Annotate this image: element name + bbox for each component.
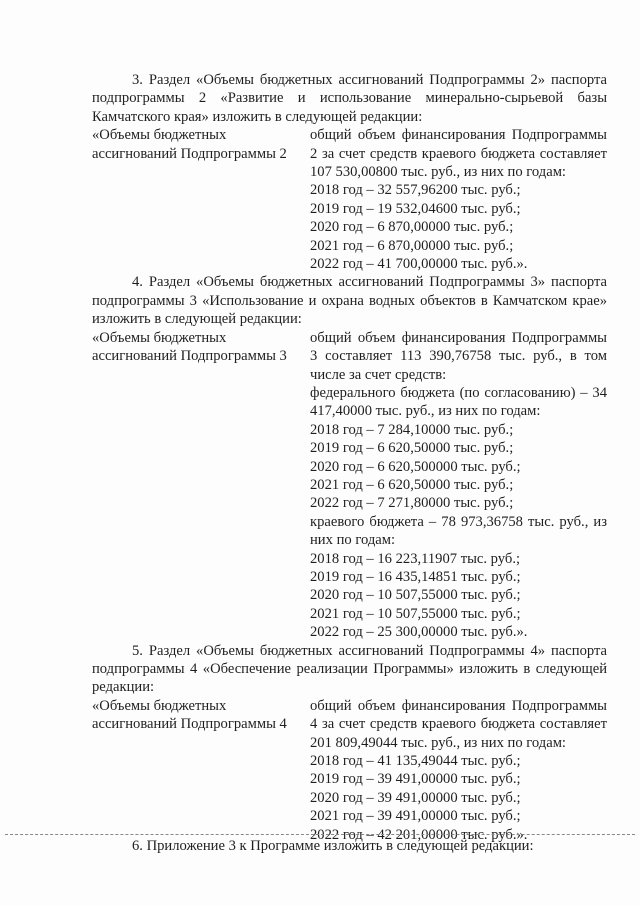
- section-3-label: «Объемы бюджетных ассигнований Подпрограммы 2: [92, 127, 287, 162]
- page-break-line: [5, 834, 635, 835]
- year-line: 2019 год – 19 532,04600 тыс. руб.;: [310, 200, 521, 217]
- year-line: 2020 год – 10 507,55000 тыс. руб.;: [310, 587, 521, 604]
- year-line: 2018 год – 16 223,11907 тыс. руб.;: [310, 550, 521, 567]
- year-line: 2021 год – 39 491,00000 тыс. руб.;: [310, 808, 521, 825]
- section-3-values: [310, 126, 607, 273]
- year-line: 2021 год – 6 870,00000 тыс. руб.;: [310, 237, 514, 254]
- section-4-label: «Объемы бюджетных ассигнований Подпрограммы 3: [92, 329, 287, 365]
- year-line: 2020 год – 6 620,500000 тыс. руб.;: [310, 458, 521, 475]
- year-line: 2022 год – 25 300,00000 тыс. руб.».: [310, 624, 528, 641]
- section-5-label: «Объемы бюджетных ассигнований Подпрограммы 4: [92, 697, 287, 733]
- year-line: 2018 год – 7 284,10000 тыс. руб.;: [310, 421, 514, 438]
- year-line: 2018 год – 41 135,49044 тыс. руб.;: [310, 753, 521, 770]
- year-line: 2019 год – 6 620,50000 тыс. руб.;: [310, 440, 514, 457]
- year-line: 2020 год – 39 491,00000 тыс. руб.;: [310, 789, 521, 806]
- federal-budget: федерального бюджета (по согласованию) – 34 417,40000 тыс. руб., из них по годам:: [310, 384, 607, 420]
- section-6-heading: 6. Приложение 3 к Программе изложить в следующей редакции:: [132, 838, 534, 854]
- section-5-intro: 5. Раздел «Объемы бюджетных ассигнований Подпрограммы 4» паспорта подпрограммы 4 «Обеспечение реализации Программы» изложить в следующей редакции:: [92, 642, 607, 696]
- year-line: 2022 год – 41 700,00000 тыс. руб.».: [310, 256, 528, 273]
- year-line: 2022 год – 42 201,00000 тыс. руб.».: [310, 826, 528, 843]
- section-3-total: общий объем финансирования Подпрограммы 2 за счет средств краевого бюджета составляет 107 530,00800 тыс. руб., из них по годам:: [310, 127, 607, 181]
- year-line: 2019 год – 16 435,14851 тыс. руб.;: [310, 568, 521, 585]
- regional-budget: краевого бюджета – 78 973,36758 тыс. руб., из них по годам:: [310, 513, 607, 549]
- year-line: 2021 год – 10 507,55000 тыс. руб.;: [310, 605, 521, 622]
- section-4-intro: 4. Раздел «Объемы бюджетных ассигнований Подпрограммы 3» паспорта подпрограммы 3 «Использование и охрана водных объектов в Камчатском крае» изложить в следующей редакции:: [92, 274, 607, 328]
- section-3-table: [92, 126, 607, 273]
- year-line: 2019 год – 39 491,00000 тыс. руб.;: [310, 771, 521, 788]
- year-line: 2021 год – 6 620,50000 тыс. руб.;: [310, 476, 514, 493]
- section-5-values: [310, 697, 607, 844]
- year-line: 2022 год – 7 271,80000 тыс. руб.;: [310, 495, 514, 512]
- section-4-values: [310, 329, 607, 642]
- section-4-table: [92, 329, 607, 642]
- year-line: 2018 год – 32 557,96200 тыс. руб.;: [310, 182, 521, 199]
- section-4-total: общий объем финансирования Подпрограммы 3 составляет 113 390,76758 тыс. руб., в том числе за счет средств:: [310, 329, 607, 383]
- document-body: [92, 71, 607, 844]
- section-5-total: общий объем финансирования Подпрограммы 4 за счет средств краевого бюджета составляет 201 809,49044 тыс. руб., из них по годам:: [310, 697, 607, 751]
- section-3-intro: 3. Раздел «Объемы бюджетных ассигнований Подпрограммы 2» паспорта подпрограммы 2 «Развитие и использование минерально-сырьевой базы Камчатского края» изложить в следующей редакции:: [92, 72, 607, 125]
- year-line: 2020 год – 6 870,00000 тыс. руб.;: [310, 219, 514, 236]
- section-5-table: [92, 697, 607, 844]
